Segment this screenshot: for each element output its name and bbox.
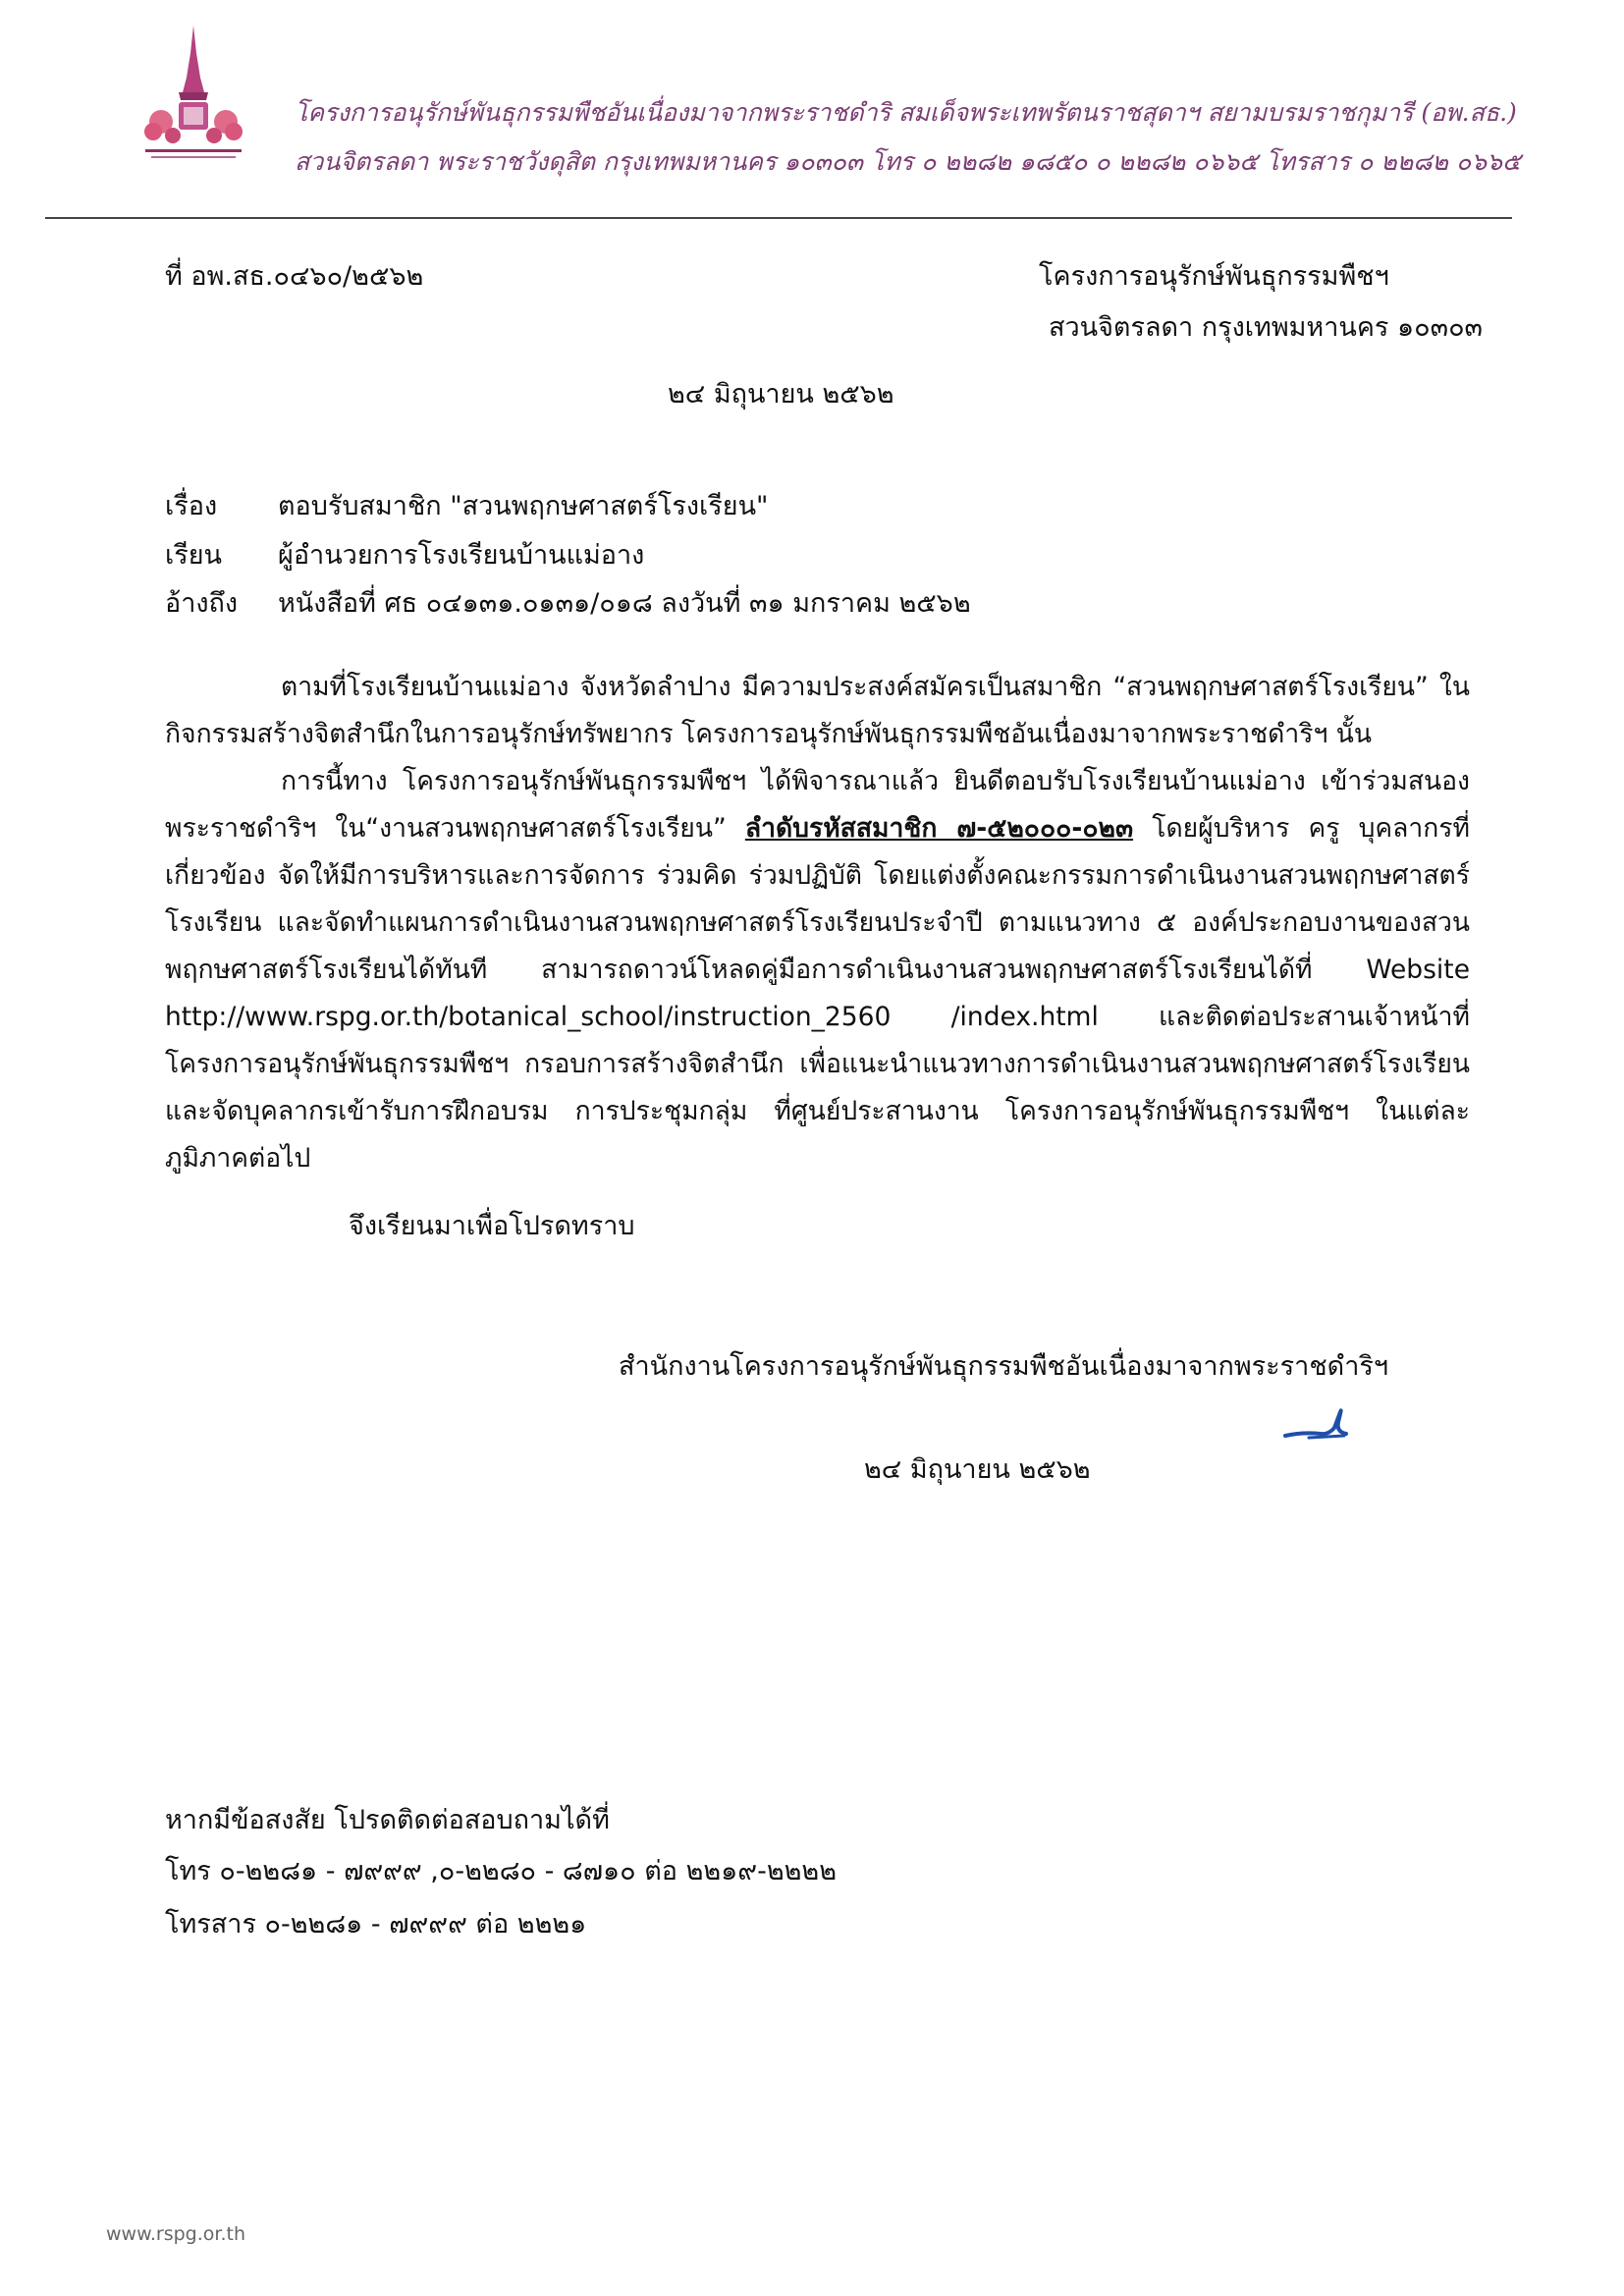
body-paragraph-2-end: โดยผู้บริหาร ครู บุคลากรที่เกี่ยวข้อง จัดให้มีการบริหารและการจัดการ ร่วมคิด ร่วมปฏิบัติ โดยแต่งตั้งคณะกรรมการดำเนินงานสวนพฤกษศาสตร์โรงเรียน และจัดทำแผนการดำเนินงานสวนพฤกษศาสตร์โรงเรียนประจำปี ตามแนวทาง ๕ องค์ประกอบงานของสวนพฤกษศาสตร์โรงเรียนได้ทันที สามารถดาวน์โหลดคู่มือการดำเนินงานสวนพฤกษศาสตร์โรงเรียนได้ที่ Website http://www.rspg.or.th/botanical_school/instruction_2560 /index.html และติดต่อประสานเจ้าหน้าที่ โครงการอนุรักษ์พันธุกรรมพืชฯ กรอบการสร้างจิตสำนึก เพื่อแนะนำแนวทางการดำเนินงานสวนพฤกษศาสตร์โรงเรียน และจัดบุคลากรเข้ารับการฝึกอบรม การประชุมกลุ่ม ที่ศูนย์ประสานงาน โครงการอนุรักษ์พันธุกรรมพืชฯ ในแต่ละภูมิภาคต่อไป [165, 813, 1470, 1174]
subject-label: เรื่อง [165, 491, 218, 521]
letter-body [165, 664, 1470, 1182]
body-paragraph-1: ตามที่โรงเรียนบ้านแม่อาง จังหวัดลำปาง มีความประสงค์สมัครเป็นสมาชิก “สวนพฤกษศาสตร์โรงเรียน” ในกิจกรรมสร้างจิตสำนึกในการอนุรักษ์ทรัพยากร โครงการอนุรักษ์พันธุกรรมพืชอันเนื่องมาจากพระราชดำริฯ นั้น [165, 672, 1470, 749]
member-code: ลำดับรหัสสมาชิก ๗-๕๒๐๐๐-๐๒๓ [744, 813, 1134, 844]
recipient-value: ผู้อำนวยการโรงเรียนบ้านแม่อาง [278, 540, 645, 571]
contact-intro: หากมีข้อสงสัย โปรดติดต่อสอบถามได้ที่ [165, 1805, 610, 1835]
letterhead-org-name: โครงการอนุรักษ์พันธุกรรมพืชอันเนื่องมาจากพระราชดำริ สมเด็จพระเทพรัตนราชสุดาฯ สยามบรมราชกุมารี (อพ.สธ.) [295, 98, 1517, 127]
footer-website: www.rspg.or.th [106, 2223, 246, 2245]
body-paragraph-2 [165, 758, 1470, 1182]
letterhead-divider [45, 217, 1512, 219]
body-paragraph-2-start: การนี้ทาง โครงการอนุรักษ์พันธุกรรมพืชฯ ได้พิจารณาแล้ว ยินดีตอบรับโรงเรียนบ้านแม่อาง เข้าร่วมสนองพระราชดำริฯ ใน“งานสวนพฤกษศาสตร์โรงเรียน” [165, 766, 1470, 844]
sign-date: ๒๔ มิถุนายน ๒๕๖๒ [864, 1454, 1091, 1485]
rspg-emblem-icon [135, 24, 251, 166]
recipient-label: เรียน [165, 540, 223, 571]
organization-address: สวนจิตรลดา กรุงเทพมหานคร ๑๐๓๐๓ [1049, 312, 1484, 343]
contact-phone: โทร ๐-๒๒๘๑ - ๗๙๙๙ ,๐-๒๒๘๐ - ๘๗๑๐ ต่อ ๒๒๑๙-๒๒๒๒ [165, 1856, 838, 1886]
closing-phrase: จึงเรียนมาเพื่อโปรดทราบ [349, 1211, 635, 1241]
organization-name: โครงการอนุรักษ์พันธุกรรมพืชฯ [1039, 261, 1389, 292]
sender-office: สำนักงานโครงการอนุรักษ์พันธุกรรมพืชอันเนื่องมาจากพระราชดำริฯ [619, 1351, 1389, 1382]
signature-icon [1281, 1393, 1370, 1448]
contact-fax: โทรสาร ๐-๒๒๘๑ - ๗๙๙๙ ต่อ ๒๒๒๑ [165, 1909, 587, 1940]
letterhead-address: สวนจิตรลดา พระราชวังดุสิต กรุงเทพมหานคร ๑๐๓๐๓ โทร ๐ ๒๒๘๒ ๑๘๕๐ ๐ ๒๒๘๒ ๐๖๖๕ โทรสาร ๐ ๒๒๘๒ ๐๖๖๕ [295, 147, 1521, 176]
reference-value: หนังสือที่ ศธ ๐๔๑๓๑.๐๑๓๑/๐๑๘ ลงวันที่ ๓๑ มกราคม ๒๕๖๒ [278, 588, 971, 619]
reference-label: อ้างถึง [165, 588, 239, 619]
subject-value: ตอบรับสมาชิก "สวนพฤกษศาสตร์โรงเรียน" [278, 491, 769, 521]
letter-date: ๒๔ มิถุนายน ๒๕๖๒ [668, 379, 894, 410]
document-number: ที่ อพ.สธ.๐๔๖๐/๒๕๖๒ [165, 261, 424, 292]
